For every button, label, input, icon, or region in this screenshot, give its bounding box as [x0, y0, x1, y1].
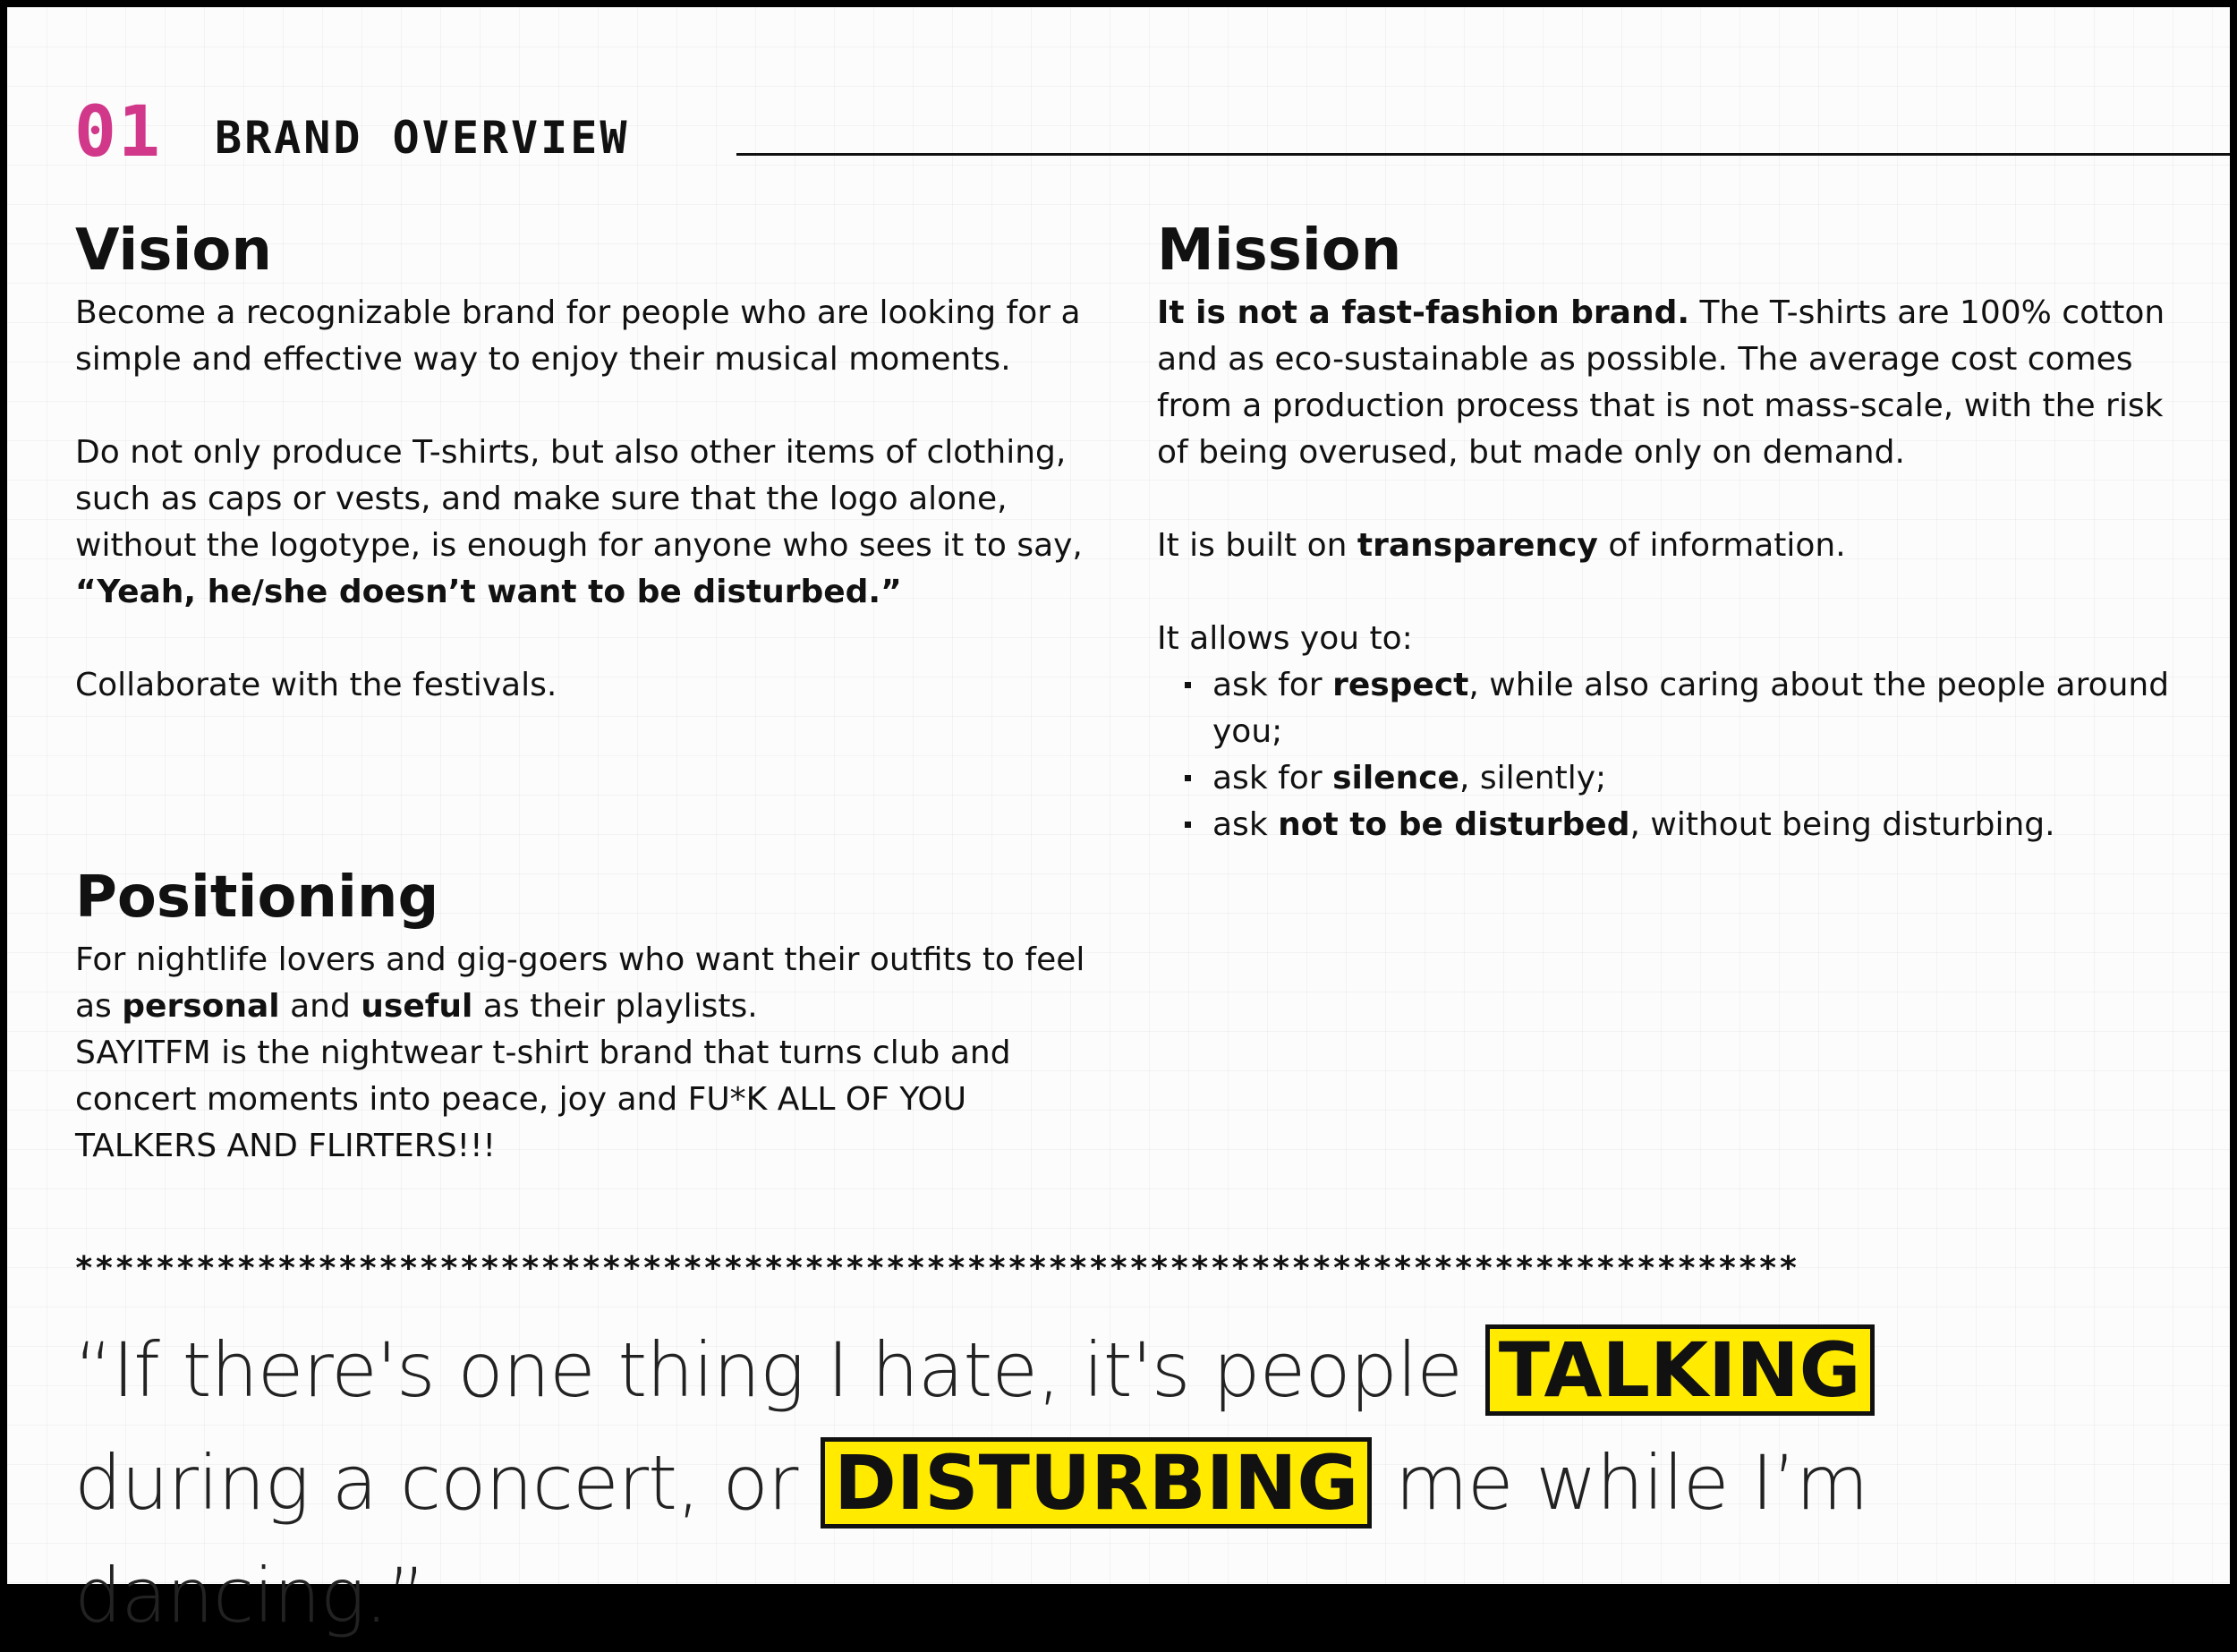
positioning-heading: Positioning — [75, 864, 439, 931]
mission-bold-lead: It is not a fast-fashion brand. — [1157, 294, 1690, 331]
quote-part-3: me while I’m dancing.” — [74, 1439, 1868, 1639]
list-item-text: , while also caring about the people around you; — [1212, 667, 2170, 750]
list-item-text: ask — [1212, 806, 1279, 843]
positioning-paragraph-1 — [75, 937, 1104, 1030]
quote-part-2: during a concert, or — [74, 1439, 821, 1527]
page — [7, 7, 2230, 1639]
positioning-text-a: For nightlife lovers and gig-goers who want their outfits to feel as — [75, 941, 1085, 1025]
mission-section — [1157, 215, 2186, 848]
list-item-bold: silence — [1332, 760, 1459, 796]
mission-paragraph-2 — [1157, 523, 2186, 569]
vision-section — [75, 215, 1104, 755]
positioning-paragraph-2: SAYITFM is the nightwear t-shirt brand that turns club and concert moments into peace, joy and FU*K ALL OF YOU TALKERS AND FLIRTERS!!! — [75, 1035, 1011, 1164]
mission-paragraph-1 — [1157, 290, 2186, 476]
section-header — [74, 92, 2230, 173]
list-item-text: , without being disturbing. — [1629, 806, 2055, 843]
mission-bold-transparency: transparency — [1357, 527, 1598, 564]
brand-quote — [74, 1314, 2204, 1652]
vision-heading: Vision — [75, 217, 272, 284]
positioning-section — [75, 862, 1104, 1170]
quote-highlight-talking: TALKING — [1485, 1324, 1875, 1416]
mission-paragraph-3: It allows you to: — [1157, 620, 1413, 657]
vision-quote: “Yeah, he/she doesn’t want to be disturbed.” — [75, 574, 902, 610]
vision-paragraph-3: Collaborate with the festivals. — [75, 667, 557, 703]
asterisk-divider: ************************************************************************************* — [74, 1250, 1799, 1287]
list-item-text: , silently; — [1459, 760, 1607, 796]
mission-heading: Mission — [1157, 217, 1402, 284]
list-item-text: ask for — [1212, 760, 1333, 796]
list-item — [1157, 755, 2186, 802]
positioning-bold-useful: useful — [361, 988, 473, 1025]
quote-highlight-disturbing: DISTURBING — [821, 1437, 1372, 1529]
section-number: 01 — [74, 92, 162, 173]
quote-part-1: “If there's one thing I hate, it's people — [74, 1326, 1485, 1414]
list-item-text: ask for — [1212, 667, 1333, 703]
header-rule — [736, 153, 2230, 156]
vision-paragraph-2-text: Do not only produce T-shirts, but also other items of clothing, such as caps or vests, and make sure that the logo alone, without the logotype, is enough for anyone who sees it to say, — [75, 434, 1083, 564]
positioning-bold-personal: personal — [122, 988, 280, 1025]
list-item-bold: not to be disturbed — [1278, 806, 1630, 843]
positioning-text-c: and — [279, 988, 361, 1025]
mission-p2-c: of information. — [1597, 527, 1846, 564]
vision-paragraph-2 — [75, 430, 1104, 616]
mission-paragraph-1-text: The T-shirts are 100% cotton and as eco-sustainable as possible. The average cost comes from a production process that is not mass-scale, with the risk of being overused, but made only on demand. — [1157, 294, 2165, 471]
vision-paragraph-1: Become a recognizable brand for people who are looking for a simple and effective way to enjoy their musical moments. — [75, 294, 1081, 378]
mission-list — [1157, 662, 2186, 848]
list-item — [1157, 802, 2186, 848]
list-item-bold: respect — [1332, 667, 1469, 703]
positioning-text-d: as their playlists. — [472, 988, 758, 1025]
mission-p2-a: It is built on — [1157, 527, 1357, 564]
list-item — [1157, 662, 2186, 755]
section-title: BRAND OVERVIEW — [215, 112, 630, 164]
